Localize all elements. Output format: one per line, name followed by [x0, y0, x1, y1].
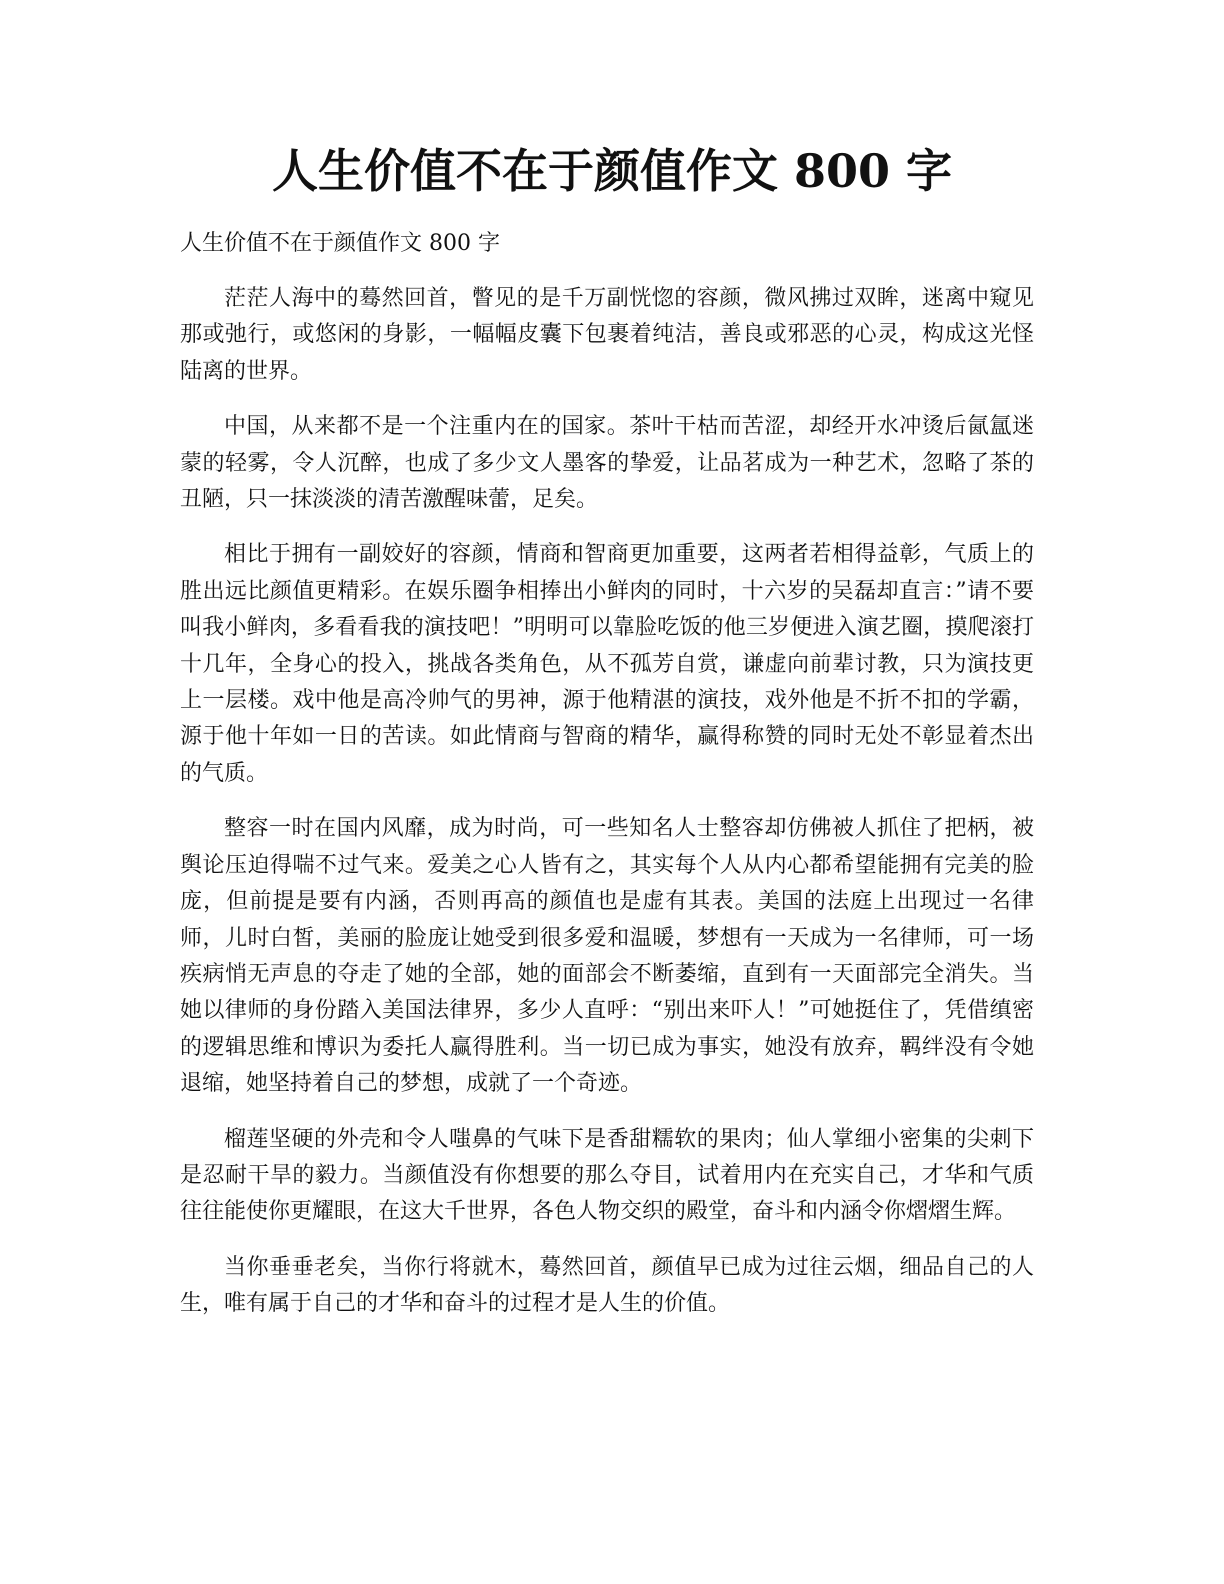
paragraph: 整容一时在国内风靡，成为时尚，可一些知名人士整容却仿佛被人抓住了把柄，被舆论压迫得喘不过气来。爱美之心人皆有之，其实每个人从内心都希望能拥有完美的脸庞，但前提是要有内涵，否则再高的颜值也是虚有其表。美国的法庭上出现过一名律师，儿时白皙，美丽的脸庞让她受到很多爱和温暖，梦想有一天成为一名律师，可一场疾病悄无声息的夺走了她的全部，她的面部会不断萎缩，直到有一天面部完全消失。当她以律师的身份踏入美国法律界，多少人直呼：“别出来吓人！”可她挺住了，凭借缜密的逻辑思维和博识为委托人赢得胜利。当一切已成为事实，她没有放弃，羁绊没有令她退缩，她坚持着自己的梦想，成就了一个奇迹。 [180, 816, 1034, 1097]
document-title: 人生价值不在于颜值作文 800 字 [271, 144, 953, 198]
document-body [180, 281, 1034, 1342]
paragraph: 当你垂垂老矣，当你行将就木，蓦然回首，颜值早已成为过往云烟，细品自己的人生，唯有属于自己的才华和奋斗的过程才是人生的价值。 [180, 1254, 1034, 1317]
paragraph: 榴莲坚硬的外壳和令人嗤鼻的气味下是香甜糯软的果肉；仙人掌细小密集的尖刺下是忍耐干旱的毅力。当颜值没有你想要的那么夺目，试着用内在充实自己，才华和气质往往能使你更耀眼，在这大千世界，各色人物交织的殿堂，奋斗和内涵令你熠熠生辉。 [180, 1126, 1034, 1225]
paragraph: 相比于拥有一副姣好的容颜，情商和智商更加重要，这两者若相得益彰，气质上的胜出远比颜值更精彩。在娱乐圈争相捧出小鲜肉的同时，十六岁的吴磊却直言：”请不要叫我小鲜肉，多看看我的演技吧！”明明可以靠脸吃饭的他三岁便进入演艺圈，摸爬滚打十几年，全身心的投入，挑战各类角色，从不孤芳自赏，谦虚向前辈讨教，只为演技更上一层楼。戏中他是高冷帅气的男神，源于他精湛的演技，戏外他是不折不扣的学霸，源于他十年如一日的苦读。如此情商与智商的精华，赢得称赞的同时无处不彰显着杰出的气质。 [180, 542, 1034, 786]
paragraph: 茫茫人海中的蓦然回首，瞥见的是千万副恍惚的容颜，微风拂过双眸，迷离中窥见那或弛行，或悠闲的身影，一幅幅皮囊下包裹着纯洁，善良或邪恶的心灵，构成这光怪陆离的世界。 [180, 286, 1034, 384]
document-subtitle: 人生价值不在于颜值作文 800 字 [180, 231, 500, 256]
paragraph: 中国，从来都不是一个注重内在的国家。茶叶干枯而苦涩，却经开水冲烫后氤氲迷蒙的轻雾，令人沉醉，也成了多少文人墨客的挚爱，让品茗成为一种艺术，忽略了茶的丑陋，只一抹淡淡的清苦激醒味蕾，足矣。 [180, 414, 1034, 513]
